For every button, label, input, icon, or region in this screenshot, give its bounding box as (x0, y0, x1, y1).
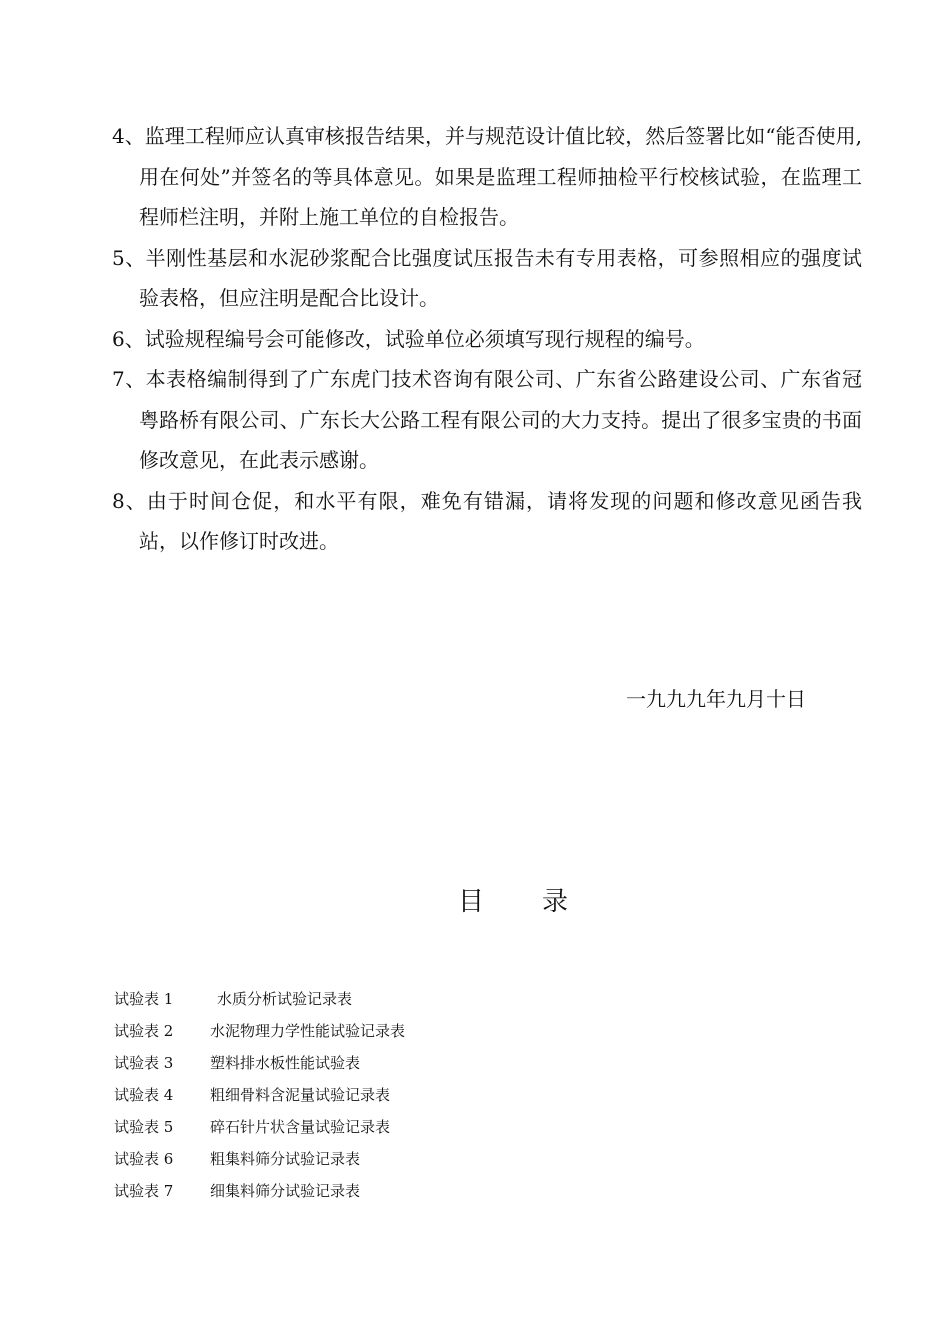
toc-item-code: 试验表 2 (114, 1022, 174, 1040)
note-item: 6、试验规程编号会可能修改，试验单位必须填写现行规程的编号。 (112, 326, 705, 351)
toc-title (458, 882, 568, 922)
document-date: 一九九九年九月十日 (626, 687, 806, 711)
note-item: 5、半刚性基层和水泥砂浆配合比强度试压报告未有专用表格，可参照相应的强度试验表格，但应注明是配合比设计。 (112, 245, 862, 310)
toc-item-name: 塑料排水板性能试验表 (210, 1054, 361, 1072)
toc-list (114, 983, 405, 1207)
toc-item-code: 试验表 1 (114, 990, 174, 1008)
note-item: 4、监理工程师应认真审核报告结果，并与规范设计值比较，然后签署比如“能否使用,用在何处”并签名的等具体意见。如果是监理工程师抽检平行校核试验，在监理工程师栏注明，并附上施工单位的自检报告。 (112, 124, 862, 229)
toc-item[interactable] (114, 1175, 405, 1207)
toc-item[interactable] (114, 1047, 405, 1079)
toc-item-code: 试验表 5 (114, 1118, 174, 1136)
toc-item[interactable] (114, 1015, 405, 1047)
toc-item[interactable] (114, 983, 405, 1015)
toc-item-code: 试验表 7 (114, 1182, 174, 1200)
toc-item-code: 试验表 4 (114, 1086, 174, 1104)
toc-item-name: 粗细骨料含泥量试验记录表 (210, 1086, 391, 1104)
toc-title-left: 目 (458, 887, 485, 917)
notes-list (112, 116, 862, 562)
toc-title-right: 录 (542, 887, 569, 917)
toc-item-code: 试验表 6 (114, 1150, 174, 1168)
toc-item[interactable] (114, 1111, 405, 1143)
toc-item-name: 水质分析试验记录表 (217, 990, 353, 1008)
toc-item-name: 碎石针片状含量试验记录表 (210, 1118, 391, 1136)
toc-item-name: 细集料筛分试验记录表 (210, 1182, 361, 1200)
toc-item[interactable] (114, 1079, 405, 1111)
toc-item-code: 试验表 3 (114, 1054, 174, 1072)
toc-item-name: 粗集料筛分试验记录表 (210, 1150, 361, 1168)
toc-item-name: 水泥物理力学性能试验记录表 (210, 1022, 406, 1040)
note-item: 8、由于时间仓促，和水平有限，难免有错漏，请将发现的问题和修改意见函告我站，以作修订时改进。 (112, 488, 862, 553)
note-item: 7、本表格编制得到了广东虎门技术咨询有限公司、广东省公路建设公司、广东省冠粤路桥有限公司、广东长大公路工程有限公司的大力支持。提出了很多宝贵的书面修改意见，在此表示感谢。 (112, 367, 862, 472)
toc-item[interactable] (114, 1143, 405, 1175)
